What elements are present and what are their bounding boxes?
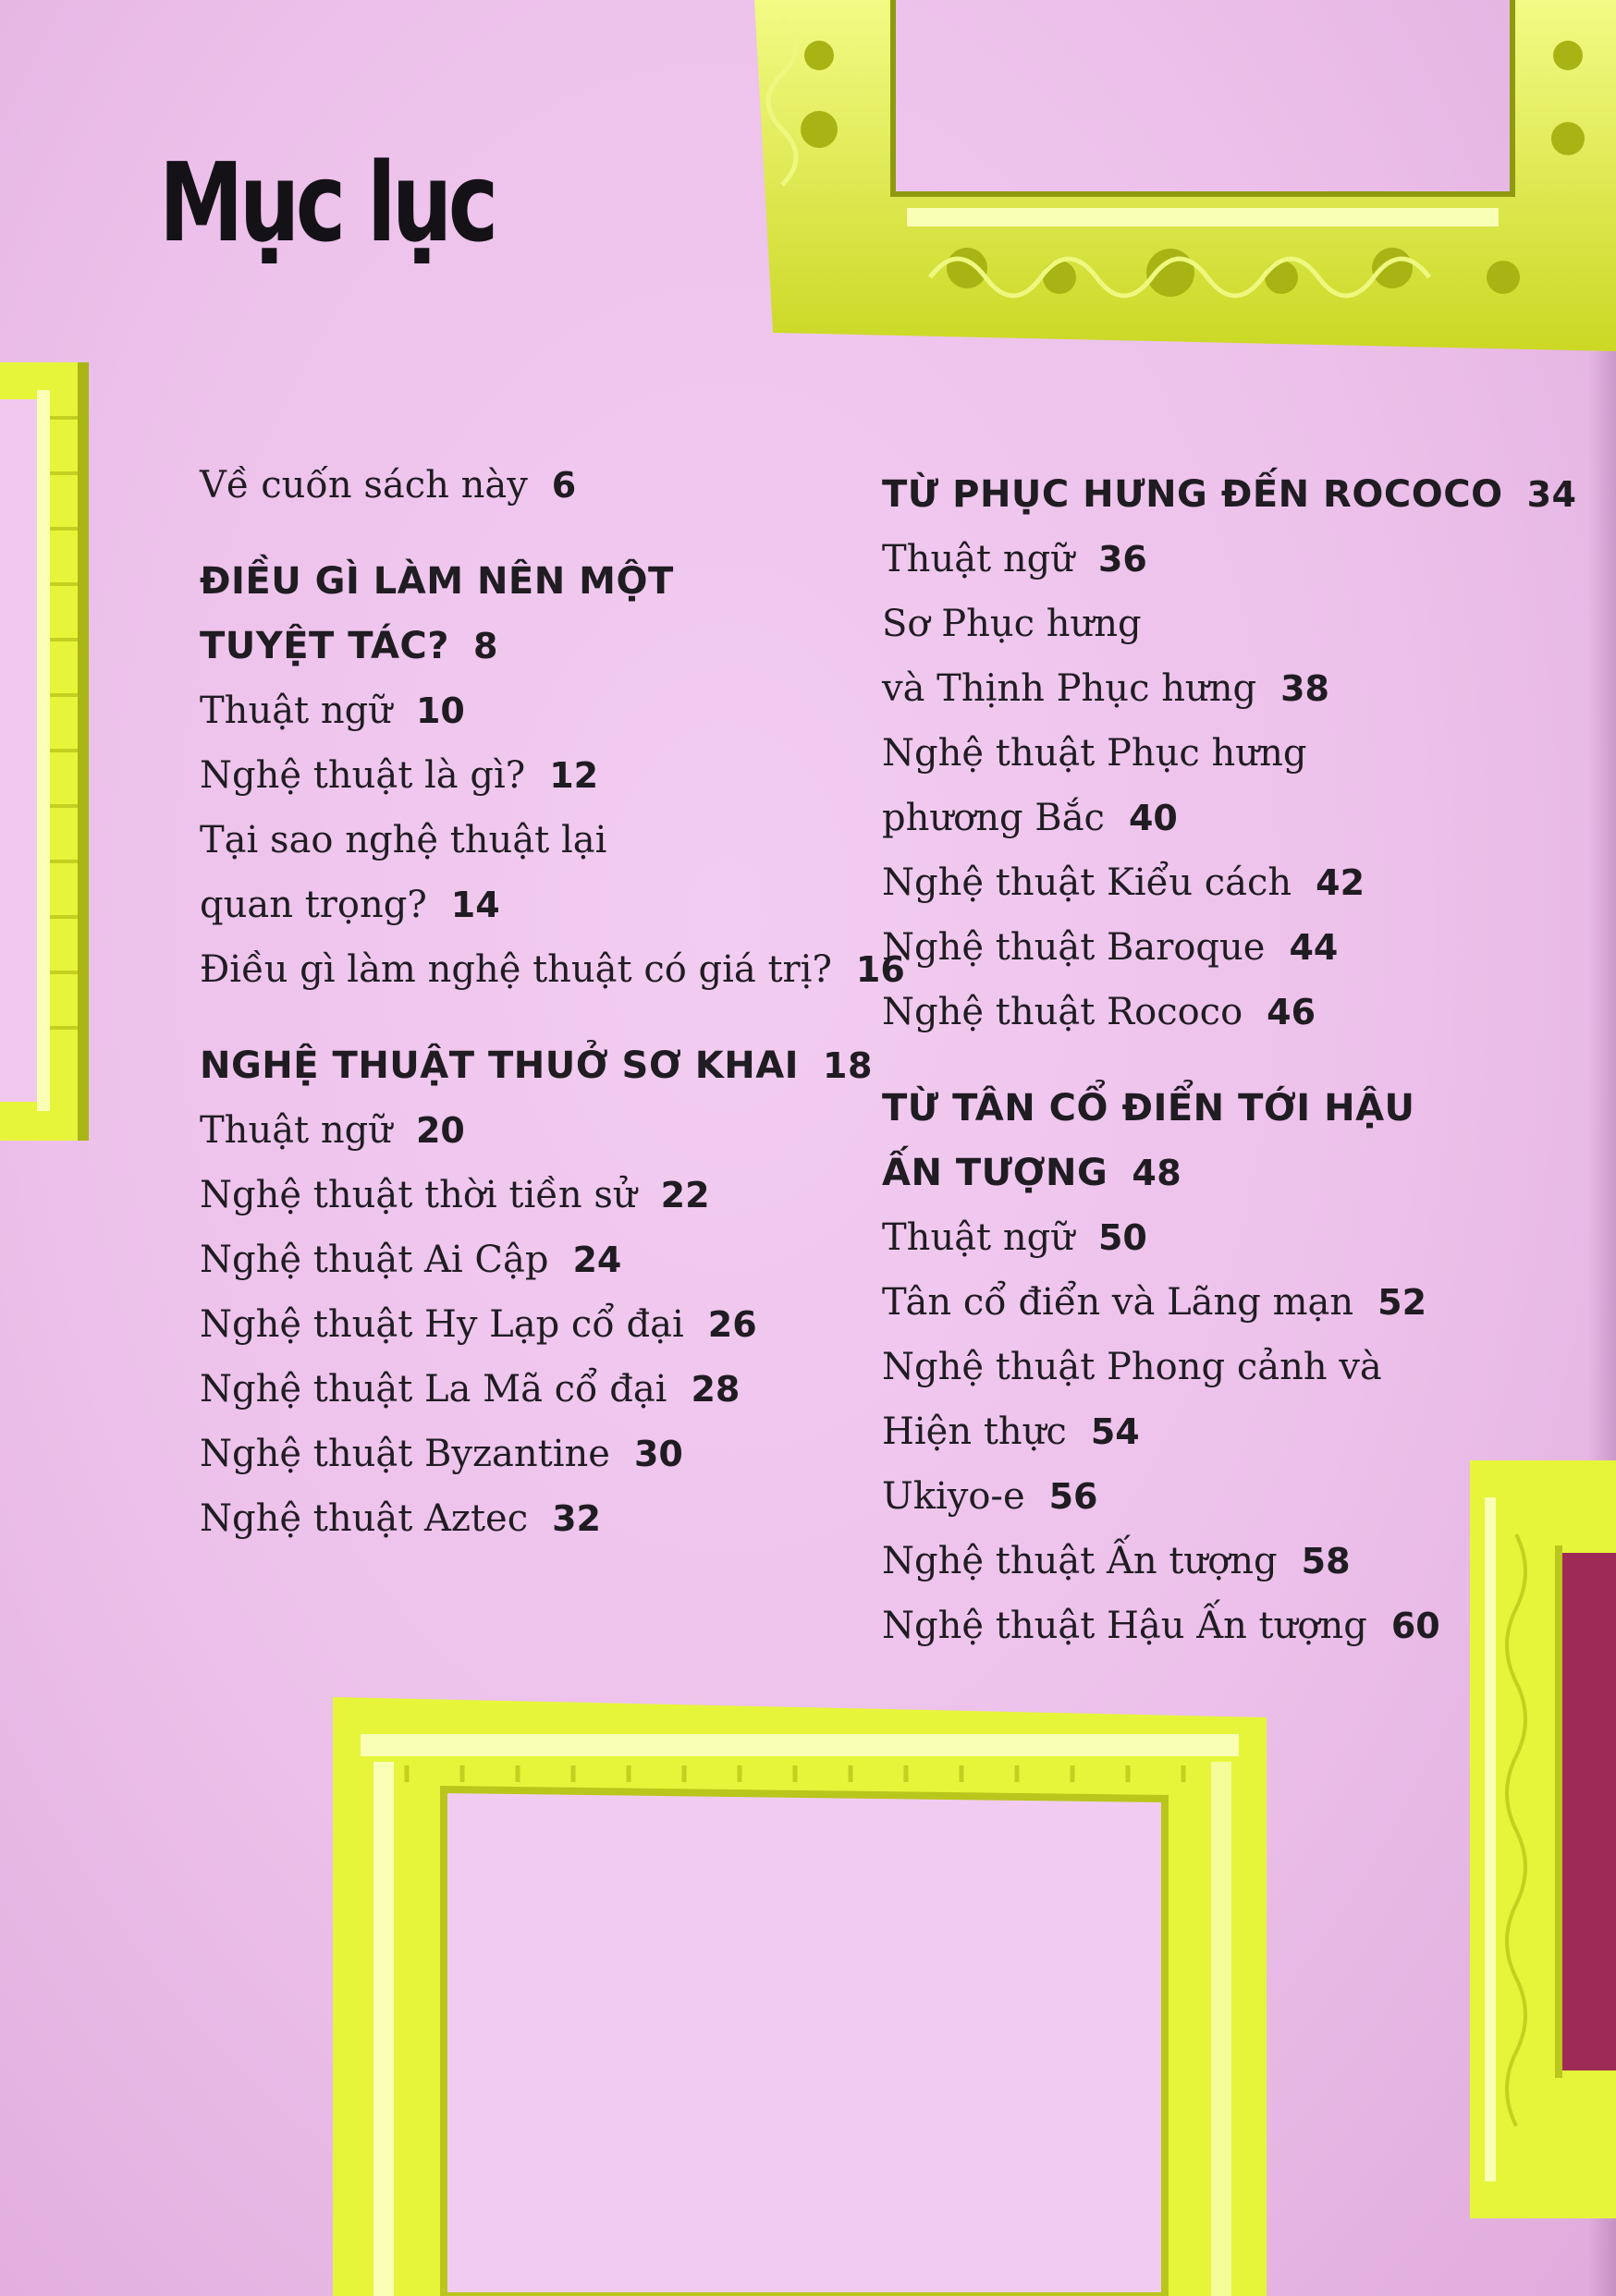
toc-entry [882, 721, 1548, 786]
toc-page-number: 12 [549, 755, 599, 796]
toc-entry [882, 1529, 1548, 1594]
toc-entry-title: Tân cổ điển và Lãng mạn [882, 1281, 1354, 1324]
toc-entry-title: TỪ TÂN CỔ ĐIỂN TỚI HẬU [882, 1087, 1415, 1130]
toc-entry-title: quan trọng? [200, 884, 427, 926]
toc-page-number: 44 [1289, 927, 1339, 968]
toc-page-number: 14 [450, 885, 500, 925]
toc-entry-title: TỪ PHỤC HƯNG ĐẾN ROCOCO [882, 473, 1503, 516]
toc-entry [200, 614, 865, 678]
toc-entry [882, 915, 1548, 980]
toc-entry-title: Nghệ thuật Byzantine [200, 1433, 610, 1475]
toc-page-number: 26 [707, 1304, 757, 1345]
toc-entry [200, 1422, 865, 1486]
toc-page-number: 10 [415, 690, 465, 731]
toc-entry [882, 786, 1548, 850]
toc-entry-title: Thuật ngữ [200, 690, 392, 732]
toc-entry-title: phương Bắc [882, 797, 1105, 839]
toc-entry [200, 1292, 865, 1357]
ornate-frame-top-right [745, 0, 1616, 351]
toc-entry [200, 1033, 873, 1098]
toc-entry-title: Tại sao nghệ thuật lại [200, 819, 607, 861]
toc-page-number: 40 [1128, 798, 1178, 838]
toc-entry [200, 743, 865, 808]
page-title: Mục lục [159, 139, 495, 266]
frame-bottom-center [333, 1697, 1267, 2296]
toc-page-number: 56 [1048, 1476, 1098, 1517]
toc-entry [882, 656, 1548, 721]
toc-entry-title: Nghệ thuật thời tiền sử [200, 1174, 637, 1216]
toc-entry-title: Nghệ thuật Hy Lạp cổ đại [200, 1303, 684, 1346]
toc-entry [882, 1594, 1548, 1658]
toc-page-number: 52 [1377, 1282, 1427, 1323]
toc-entry [882, 850, 1548, 915]
toc-page-number: 38 [1280, 668, 1329, 709]
toc-entry-title: Hiện thực [882, 1411, 1067, 1453]
toc-entry [200, 873, 865, 937]
toc-page-number: 8 [472, 626, 498, 666]
toc-page-number: 20 [415, 1110, 465, 1151]
toc-page-number: 22 [660, 1175, 710, 1215]
toc-entry-title: Nghệ thuật La Mã cổ đại [200, 1368, 667, 1411]
toc-entry [882, 592, 1548, 656]
toc-entry-title: Nghệ thuật Ai Cập [200, 1239, 549, 1281]
toc-entry-title: Thuật ngữ [882, 1216, 1074, 1259]
toc-entry [882, 1205, 1548, 1270]
toc-page-number: 54 [1090, 1411, 1140, 1452]
toc-entry-title: và Thịnh Phục hưng [882, 667, 1257, 710]
toc-entry-title: Ukiyo-e [882, 1475, 1025, 1518]
toc-entry [200, 937, 905, 1002]
toc-entry [200, 808, 865, 873]
toc-entry-title: ĐIỀU GÌ LÀM NÊN MỘT [200, 560, 674, 603]
toc-entry-title: TUYỆT TÁC? [200, 625, 449, 667]
toc-page-number: 48 [1132, 1153, 1182, 1193]
toc-entry [200, 1227, 865, 1292]
toc-entry [882, 1335, 1548, 1399]
toc-entry-title: Nghệ thuật Hậu Ấn tượng [882, 1605, 1367, 1647]
toc-entry [200, 549, 865, 614]
toc-entry-title: Nghệ thuật Phong cảnh và [882, 1346, 1382, 1388]
frame-left [0, 362, 92, 1141]
toc-entry-title: Thuật ngữ [200, 1109, 392, 1152]
toc-page-number: 32 [552, 1498, 601, 1539]
toc-entry [882, 1399, 1548, 1464]
toc-entry-title: Về cuốn sách này [200, 464, 528, 507]
toc-left-column [200, 453, 905, 1551]
toc-entry [882, 462, 1577, 527]
toc-entry-title: Thuật ngữ [882, 538, 1074, 580]
toc-page-number: 50 [1097, 1217, 1147, 1258]
toc-page-number: 58 [1301, 1541, 1351, 1582]
toc-entry [200, 1357, 865, 1422]
toc-right-column [882, 462, 1577, 1658]
toc-entry [200, 1163, 865, 1227]
toc-page-number: 34 [1526, 474, 1577, 515]
toc-entry-title: Nghệ thuật Rococo [882, 991, 1243, 1033]
toc-entry [882, 1270, 1548, 1335]
toc-entry-title: Nghệ thuật Kiểu cách [882, 861, 1292, 904]
toc-entry [882, 980, 1548, 1044]
toc-page-number: 6 [551, 465, 577, 506]
toc-entry [882, 1464, 1548, 1529]
toc-entry-title: Điều gì làm nghệ thuật có giá trị? [200, 948, 832, 991]
toc-entry-title: Nghệ thuật là gì? [200, 754, 526, 797]
toc-entry-title: Nghệ thuật Aztec [200, 1497, 529, 1540]
toc-entry [882, 1076, 1548, 1141]
toc-entry-title: NGHỆ THUẬT THUỞ SƠ KHAI [200, 1044, 800, 1087]
toc-entry [200, 678, 865, 743]
toc-page-number: 36 [1097, 539, 1147, 580]
toc-page-number: 42 [1316, 862, 1365, 903]
toc-page-number: 18 [823, 1045, 873, 1086]
toc-entry-title: Nghệ thuật Phục hưng [882, 732, 1307, 775]
toc-entry-title: Sơ Phục hưng [882, 603, 1142, 645]
toc-page-number: 24 [572, 1240, 622, 1280]
toc-entry [200, 453, 865, 518]
toc-entry-title: Nghệ thuật Ấn tượng [882, 1540, 1278, 1582]
toc-entry [882, 1141, 1548, 1205]
toc-entry [882, 527, 1548, 592]
toc-page-number: 46 [1267, 992, 1316, 1032]
toc-entry [200, 1486, 865, 1551]
toc-page-number: 28 [691, 1369, 741, 1410]
toc-page-number: 60 [1390, 1606, 1440, 1646]
toc-entry-title: ẤN TƯỢNG [882, 1152, 1108, 1194]
toc-entry [200, 1098, 865, 1163]
toc-page-number: 16 [855, 949, 905, 990]
toc-page-number: 30 [633, 1434, 683, 1474]
toc-entry-title: Nghệ thuật Baroque [882, 926, 1266, 969]
